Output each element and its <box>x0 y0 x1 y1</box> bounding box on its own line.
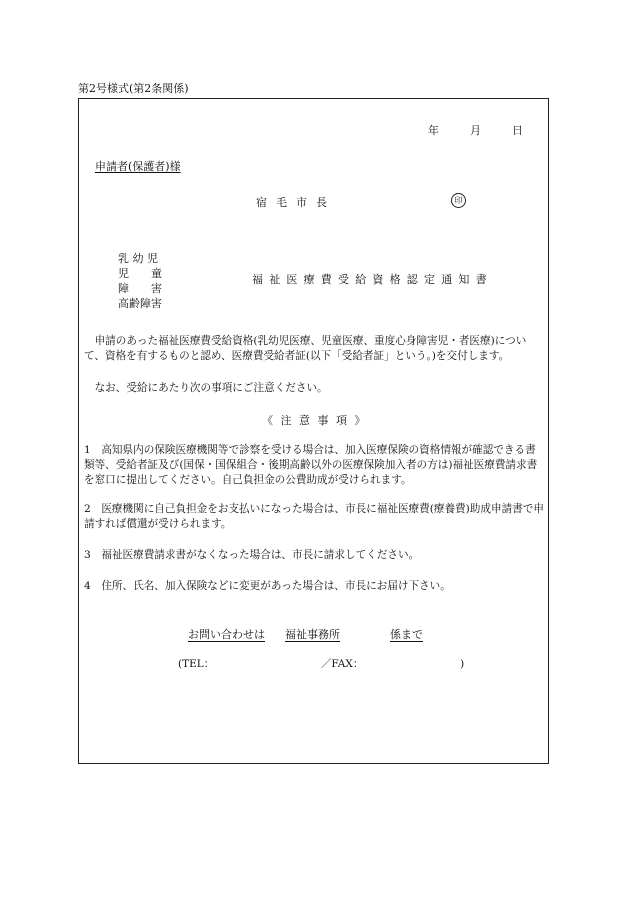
contact-office: 福祉事務所 <box>285 628 340 641</box>
notice-item-3: 3 福祉医療費請求書がなくなった場合は、市長に請求してください。 <box>84 549 420 561</box>
fax-label: ／FAX： <box>320 658 364 670</box>
date-line <box>428 122 523 138</box>
seal-mark: 印 <box>451 193 466 208</box>
notice-item-1: 1 高知県内の保険医療機関等で診察を受ける場合は、加入医療保険の資格情報が確認できる書類等、受給者証及び(国保・国保組合・後期高齢以外の医療保険加入者の方は)福祉医療費請求書を窓口に提出してください。自己負担金の公費助成が受けられます。 <box>84 444 538 486</box>
contact-suffix: 係まで <box>390 628 423 641</box>
contact-line <box>188 626 423 642</box>
notice-item-2: 2 医療機関に自己負担金をお支払いになった場合は、市長に福祉医療費(療養費)助成申請書で申請すれば償還が受けられます。 <box>84 503 544 530</box>
notice-item-4: 4 住所、氏名、加入保険などに変更があった場合は、市長にお届け下さい。 <box>84 580 451 592</box>
category-infant: 乳 幼 児 <box>118 252 158 265</box>
form-number: 第2号様式(第2条関係) <box>78 82 189 95</box>
contact-prefix: お問い合わせは <box>188 628 265 641</box>
category-disability: 障 害 <box>118 282 162 295</box>
date-day: 日 <box>512 124 523 137</box>
applicant-name: 申請者(保護者)様 <box>95 160 181 173</box>
tel-fax-line <box>178 656 464 671</box>
notice-heading: 《 注 意 事 項 》 <box>262 414 368 427</box>
tel-label: (TEL： <box>178 658 215 670</box>
mayor-title: 宿毛市長 <box>256 196 336 209</box>
category-elderly-disability: 高齢障害 <box>118 297 162 310</box>
tel-fax-close: ) <box>460 658 465 670</box>
body-paragraph: 申請のあった福祉医療費受給資格(乳幼児医療、児童医療、重度心身障害児・者医療)について、資格を有するものと認め、医療費受給者証(以下「受給者証」という。)を交付します。 <box>84 335 527 362</box>
category-child: 児 童 <box>118 267 162 280</box>
body-paragraph: なお、受給にあたり次の事項にご注意ください。 <box>84 382 328 394</box>
date-month: 月 <box>470 124 481 137</box>
document-title: 福祉医療費受給資格認定通知書 <box>252 273 493 286</box>
date-year: 年 <box>428 124 439 137</box>
